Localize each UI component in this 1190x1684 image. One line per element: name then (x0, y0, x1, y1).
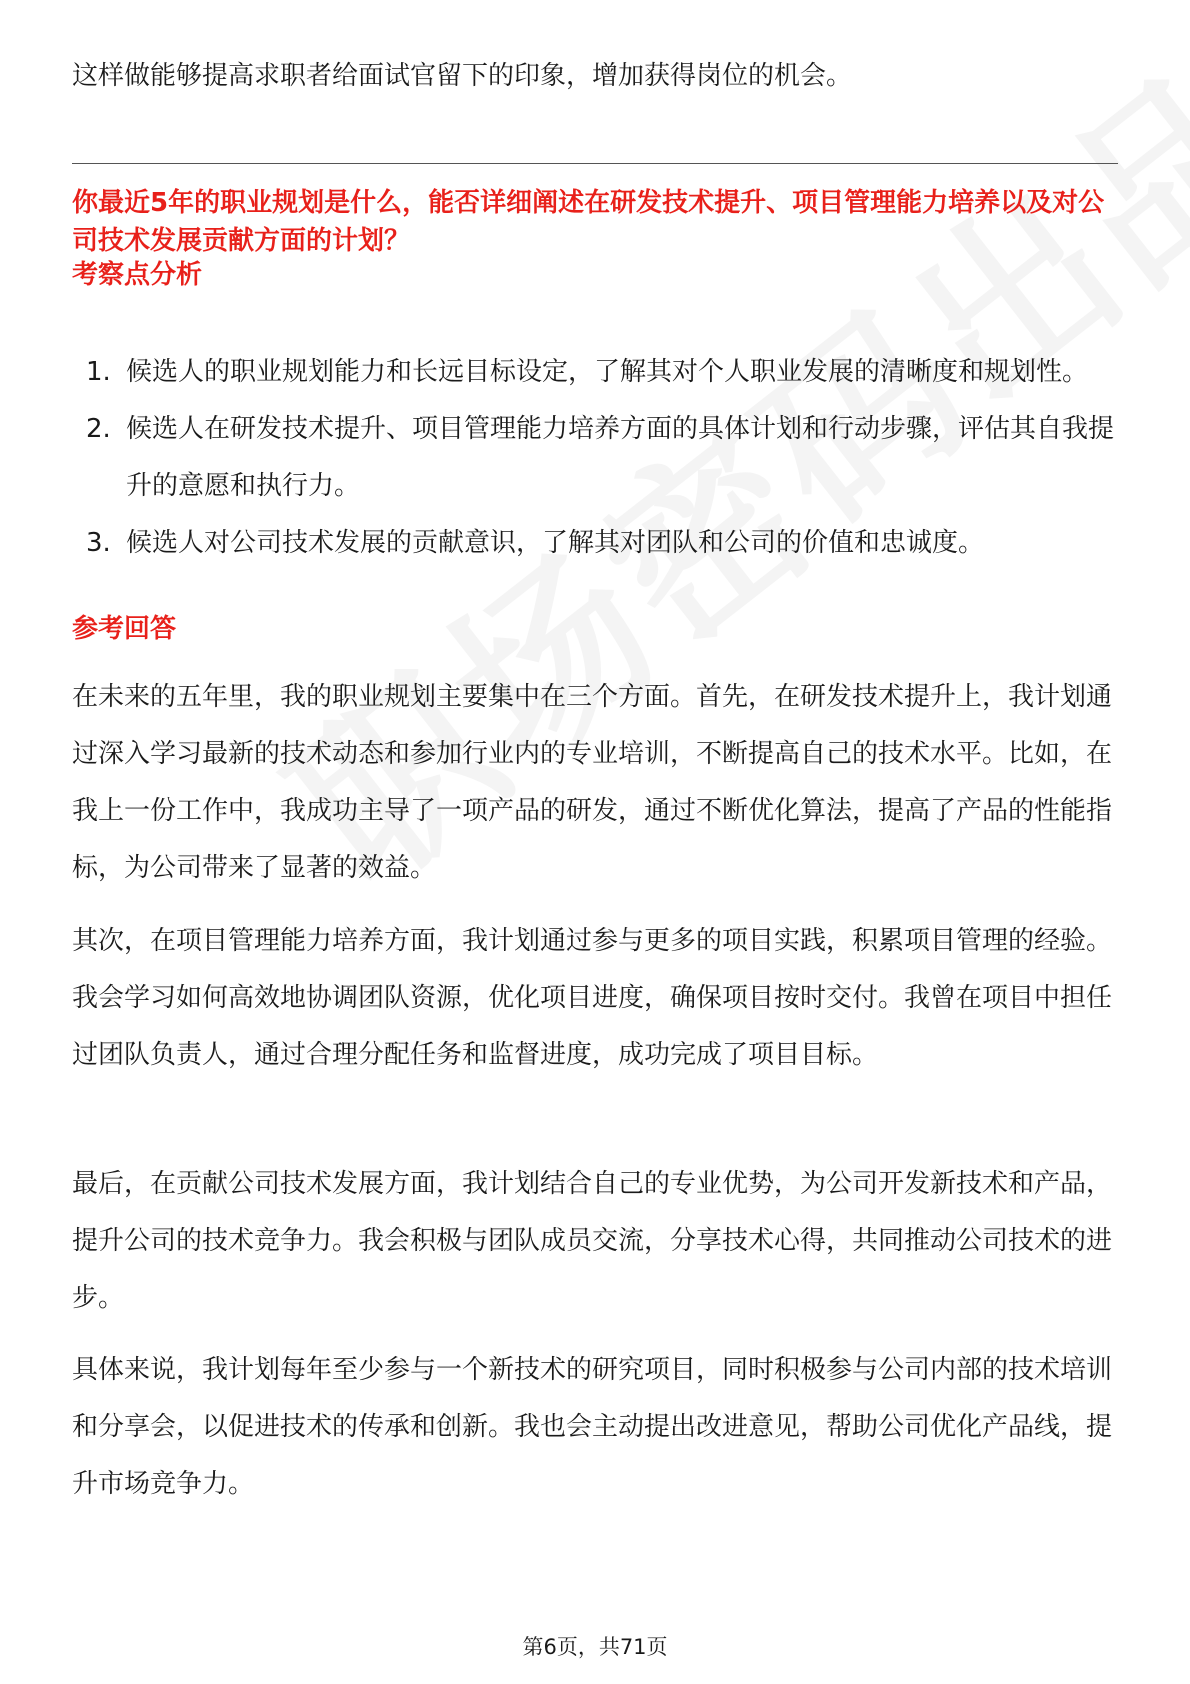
page-footer: 第6页，共71页 (522, 1635, 668, 1659)
list-item (72, 344, 1118, 401)
interview-question: 你最近5年的职业规划是什么，能否详细阐述在研发技术提升、项目管理能力培养以及对公司技术发展贡献方面的计划？ (72, 188, 1105, 256)
section-divider (72, 163, 1118, 164)
answer-paragraph: 在未来的五年里，我的职业规划主要集中在三个方面。首先，在研发技术提升上，我计划通过深入学习最新的技术动态和参加行业内的专业培训，不断提高自己的技术水平。比如，在我上一份工作中，我成功主导了一项产品的研发，通过不断优化算法，提高了产品的性能指标，为公司带来了显著的效益。 (72, 682, 1113, 883)
list-item-number: 1. (86, 357, 111, 387)
answer-paragraph: 其次，在项目管理能力培养方面，我计划通过参与更多的项目实践，积累项目管理的经验。我会学习如何高效地协调团队资源，优化项目进度，确保项目按时交付。我曾在项目中担任过团队负责人，通过合理分配任务和监督进度，成功完成了项目目标。 (72, 926, 1113, 1070)
list-item (72, 401, 1118, 515)
intro-tail-paragraph: 这样做能够提高求职者给面试官留下的印象，增加获得岗位的机会。 (72, 61, 853, 91)
answer-paragraph: 最后，在贡献公司技术发展方面，我计划结合自己的专业优势，为公司开发新技术和产品，提升公司的技术竞争力。我会积极与团队成员交流，分享技术心得，共同推动公司技术的进步。 (72, 1169, 1113, 1313)
list-item (72, 515, 1118, 572)
analysis-title: 考察点分析 (72, 260, 203, 290)
list-item-text: 候选人在研发技术提升、项目管理能力培养方面的具体计划和行动步骤，评估其自我提升的意愿和执行力。 (126, 414, 1115, 501)
analysis-list (72, 344, 1118, 572)
list-item-number: 2. (86, 414, 111, 444)
answer-title: 参考回答 (72, 614, 177, 644)
list-item-text: 候选人的职业规划能力和长远目标设定，了解其对个人职业发展的清晰度和规划性。 (126, 357, 1089, 387)
list-item-number: 3. (86, 528, 111, 558)
list-item-text: 候选人对公司技术发展的贡献意识，了解其对团队和公司的价值和忠诚度。 (126, 528, 985, 558)
answer-paragraph: 具体来说，我计划每年至少参与一个新技术的研究项目，同时积极参与公司内部的技术培训和分享会，以促进技术的传承和创新。我也会主动提出改进意见，帮助公司优化产品线，提升市场竞争力。 (72, 1355, 1113, 1499)
